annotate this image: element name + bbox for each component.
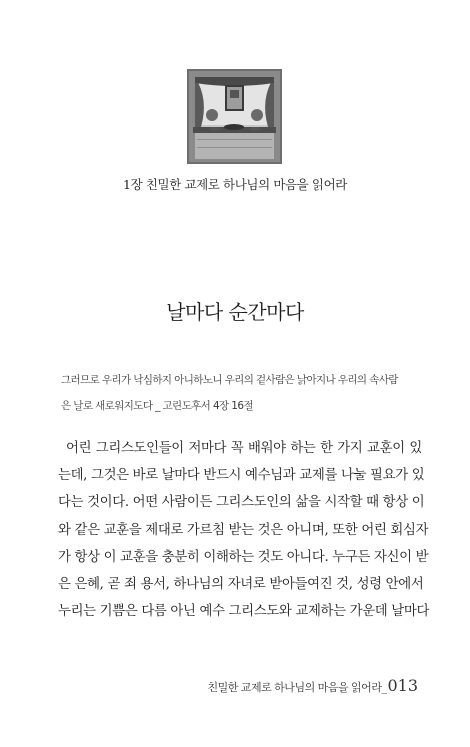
body-paragraph (58, 435, 430, 625)
body-line: 어린 그리스도인들이 저마다 꼭 배워야 하는 한 가지 교훈이 있 (66, 441, 422, 456)
page-number: 013 (387, 676, 418, 695)
page-footer (207, 676, 418, 695)
section-title: 날마다 순간마다 (166, 300, 304, 324)
epigraph-line: 은 날로 새로워지도다 _ 고린도후서 4장 16절 (61, 400, 254, 412)
epigraph (61, 367, 421, 419)
body-line: 누리는 기쁨은 다름 아닌 예수 그리스도와 교제하는 가운데 날마다 (58, 604, 430, 620)
body-line: 와 같은 교훈을 제대로 가르침 받는 것은 아니며, 또한 어린 회심자 (58, 522, 429, 538)
body-line: 는데, 그것은 바로 날마다 반드시 예수님과 교제를 나눌 필요가 있 (58, 468, 425, 484)
body-line: 은 은혜, 곧 죄 용서, 하나님의 자녀로 받아들여진 것, 성령 안에서 (58, 576, 424, 592)
body-line: 가 항상 이 교훈을 충분히 이해하는 것도 아니다. 누구든 자신이 받 (58, 549, 429, 565)
chapter-title: 1장 친밀한 교제로 하나님의 마음을 읽어라 (123, 177, 347, 192)
chapter-illustration (187, 69, 282, 164)
running-title: 친밀한 교제로 하나님의 마음을 읽어라_ (207, 681, 387, 694)
epigraph-line: 그러므로 우리가 낙심하지 아니하노니 우리의 겉사람은 낡아지나 우리의 속사람 (61, 374, 398, 386)
body-line: 다는 것이다. 어떤 사람이든 그리스도인의 삶을 시작할 때 항상 이 (58, 495, 425, 511)
